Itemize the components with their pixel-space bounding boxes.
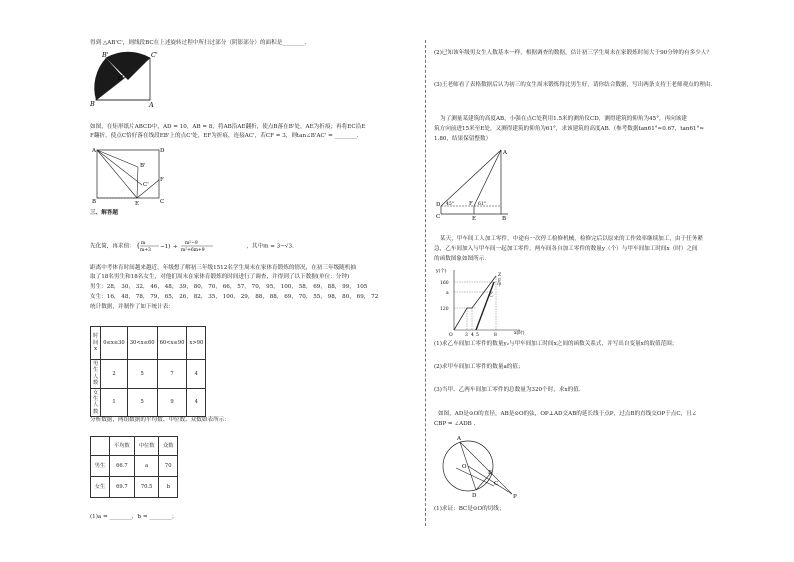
rotate-question-text: 得到 △AB'C'，则线段BC在上述旋转过程中所扫过部分（阴影部分）的面积是________. — [90, 40, 307, 46]
table-cell: 5 — [127, 388, 157, 417]
graph-point-label: F — [498, 279, 502, 284]
circle-label-o: O — [462, 464, 467, 470]
table-cell: 69.7 — [110, 477, 135, 498]
circle-label-b: B — [488, 470, 493, 476]
fold-label-d: D — [160, 148, 165, 154]
table-cell: 7 — [157, 360, 187, 389]
survey-intro-line1: 距离中考体育时间越来越近，年级想了解初三年级1512名学生周末在家体育锻炼的情况，在初三年级随机抽 — [90, 265, 356, 271]
table-cell: 0≤x≤30 — [101, 327, 128, 360]
question-3-text: (3)王老师看了表格数据后认为初三的女生周末锻炼得比男生好，请你结合数据，写出两条支持王老师观点的理由. — [434, 82, 713, 88]
graph-y-tick: 160 — [440, 281, 449, 286]
survey-girls-data: 女生：16， 48， 78， 79， 65， 26， 82， 35， 100， 29， 88， 88， 69， 70， 55， 98， 80， 69， 72 — [90, 294, 379, 300]
graph-x-tick: 8 — [494, 333, 497, 338]
factory-question-line1: 某天，甲车间工人加工零件，中途有一次停工检修机械，检修完后以原来的工作效率继续加工，由于任务紧 — [440, 236, 703, 242]
table-cell: 4 — [187, 360, 206, 389]
table-cell: 男生人数 — [91, 360, 101, 389]
circle-figure — [436, 430, 520, 500]
table-cell: 5 — [127, 360, 157, 389]
svg-text:(: ( — [136, 242, 140, 250]
graph-x-axis-label: x(时) — [514, 331, 525, 336]
graph-series-label: 甲 — [497, 283, 502, 288]
svg-text:m+3: m+3 — [139, 248, 151, 253]
frequency-table-header — [91, 327, 206, 360]
graph-series-label: 乙 — [489, 293, 494, 298]
graph-point-label: Z — [498, 273, 502, 278]
building-figure — [436, 148, 516, 220]
table-row — [91, 477, 178, 498]
fold-label-c: C — [160, 199, 165, 205]
building-question-line2: 筑方向前进15米至E处，又测得建筑的仰角为61°，求该建筑的高度AB.（参考数据tan61°≈0.67，tan61°≈ — [434, 126, 705, 132]
table-cell: 70.5 — [134, 477, 159, 498]
table-cell: 女生人数 — [91, 388, 101, 417]
svg-text:m²−9: m²−9 — [184, 241, 198, 246]
factory-question-line3: 的函数图象如图所示. — [434, 256, 487, 262]
svg-text:−1): −1) — [159, 244, 170, 250]
graph-x-tick: 4 — [471, 333, 474, 338]
fold-figure — [92, 145, 172, 207]
bld-angle-61: 61° — [478, 202, 486, 207]
table-row — [91, 360, 206, 389]
table-cell: 平均数 — [110, 437, 135, 456]
section-title: 三、解答题 — [90, 210, 118, 216]
graph-x-tick: 3 — [465, 333, 468, 338]
building-question-line1: 为了测量某建筑的高度AB，小强在点C处利用1.5米的测角仪CD，测得建筑的仰角为45°，再向该建 — [440, 116, 687, 122]
table-cell: 9 — [157, 388, 187, 417]
bld-label-c: C — [436, 214, 441, 220]
rotation-figure — [88, 50, 168, 108]
table-cell: 时间x — [91, 327, 101, 360]
fold-label-f: F — [160, 177, 164, 183]
label-c: C — [118, 74, 123, 82]
factory-subquestion-2: (2)求甲车间加工零件的数量a的值； — [434, 364, 524, 370]
table-cell: 60<x≤90 — [157, 327, 187, 360]
simplify-lead: 先化简，再求值： — [90, 243, 135, 250]
table-cell: 女生 — [91, 477, 110, 498]
graph-y-axis-label: y(个) — [436, 269, 447, 274]
table-cell: 2 — [101, 360, 128, 389]
analysis-note: 分析数据，两组数据的平均数、中位数、众数如表所示： — [90, 417, 230, 423]
table-cell: a — [134, 456, 159, 477]
table-cell: 1 — [101, 388, 128, 417]
table-cell: b — [159, 477, 178, 498]
frequency-table — [90, 326, 206, 417]
circle-label-c: C — [494, 481, 499, 487]
survey-intro-line2: 取了18名男生和18名女生，对他们周末在家体育锻炼的时间进行了调查，并得到了以下数据(单位：分钟) — [90, 274, 350, 280]
column-divider — [425, 40, 426, 526]
question-1-blanks: (1)a = ________，b = ________； — [90, 514, 178, 520]
question-2-text: (2)已知该年级男女生人数基本一样，根据调查的数据，估计初三学生周末在家锻炼时间大于90分钟的有多少人？ — [434, 50, 712, 56]
svg-text:m: m — [140, 241, 145, 246]
graph-x-tick: O — [449, 333, 453, 338]
graph-y-tick: a — [446, 291, 449, 296]
bld-label-e: E — [472, 216, 477, 222]
table-cell: 66.7 — [110, 456, 135, 477]
label-a: A — [149, 101, 154, 109]
svg-text:÷: ÷ — [172, 244, 178, 250]
table-cell — [91, 437, 110, 456]
building-question-line3: 1.80，结果保留整数） — [434, 136, 492, 142]
statistics-table-header — [91, 437, 178, 456]
circle-label-d: D — [472, 493, 477, 499]
circle-question-line1: 如图，AD是⊙O的直径，AB是⊙O的弦，OP⊥AD交AB的延长线于点P，过点B的直线交OP于点C，且∠ — [438, 411, 697, 417]
stat-note: 统计数据，并制作了如下统计表： — [90, 304, 174, 310]
statistics-table — [90, 436, 178, 498]
table-cell: 30<x≤60 — [127, 327, 157, 360]
circle-question-line2: CBP = ∠ADB . — [434, 421, 476, 427]
bld-label-f: F — [469, 201, 473, 207]
label-c-prime: C' — [151, 51, 158, 59]
table-cell: 众数 — [159, 437, 178, 456]
simplify-question — [90, 238, 294, 254]
bld-label-b: B — [502, 216, 507, 222]
graph-y-tick: 120 — [440, 307, 449, 312]
fold-label-e: E — [135, 201, 140, 207]
circle-label-a: A — [457, 436, 461, 442]
table-cell: 中位数 — [134, 437, 159, 456]
factory-question-line2: 急，乙车间加入与甲车间一起加工零件，两车间各自加工零件的数量y（个）与甲车间加工时间x（时）之间 — [434, 246, 698, 252]
circle-subquestion-1: (1)求证：BC是⊙O的切线； — [434, 506, 505, 512]
bld-angle-45: 45° — [446, 202, 454, 207]
label-b-prime: B' — [102, 51, 109, 59]
label-b: B — [90, 100, 95, 108]
table-cell: 70 — [159, 456, 178, 477]
factory-subquestion-3: (3)当甲、乙两车间加工零件的总数量为320个时，求x的值. — [434, 387, 581, 393]
graph-x-tick: 5 — [476, 333, 479, 338]
table-row — [91, 456, 178, 477]
fold-label-b-prime: B' — [140, 163, 146, 169]
factory-subquestion-1: (1)求乙车间加工零件的数量y₂与甲车间加工时间x之间的函数关系式，并写出自变量x的取值范围； — [434, 341, 678, 347]
table-cell: x>90 — [187, 327, 206, 360]
simplify-formula — [137, 238, 245, 254]
survey-boys-data: 男生：28， 30， 32， 46， 48， 39， 80， 70， 66， 57， 70， 95， 100， 58， 69， 88， 99， 105 — [90, 284, 368, 290]
production-graph — [436, 266, 524, 336]
fold-label-b: B — [92, 199, 97, 205]
simplify-tail: ，其中m = 3−√3. — [246, 243, 294, 250]
svg-text:m²+6m+9: m²+6m+9 — [180, 248, 205, 253]
fold-question-line1: 如图，在矩形纸片ABCD中，AD = 10，AB = 8，将AB沿AE翻折，使点B落在B'处，AE为折痕；再将EC沿E — [90, 124, 366, 130]
table-row — [91, 388, 206, 417]
circle-label-p: P — [513, 494, 517, 500]
bld-label-a: A — [503, 150, 507, 156]
fold-label-c-prime: C' — [143, 182, 149, 188]
bld-label-d: D — [436, 202, 441, 208]
fold-label-a: A — [92, 148, 96, 154]
table-cell: 4 — [187, 388, 206, 417]
fold-question-line2: F翻折，使点C恰好落在线段EB'上的点C'处，EF为折痕，连接AC'，若CF = 3，则tan∠B'AC' = ________. — [90, 133, 359, 139]
table-cell: 男生 — [91, 456, 110, 477]
